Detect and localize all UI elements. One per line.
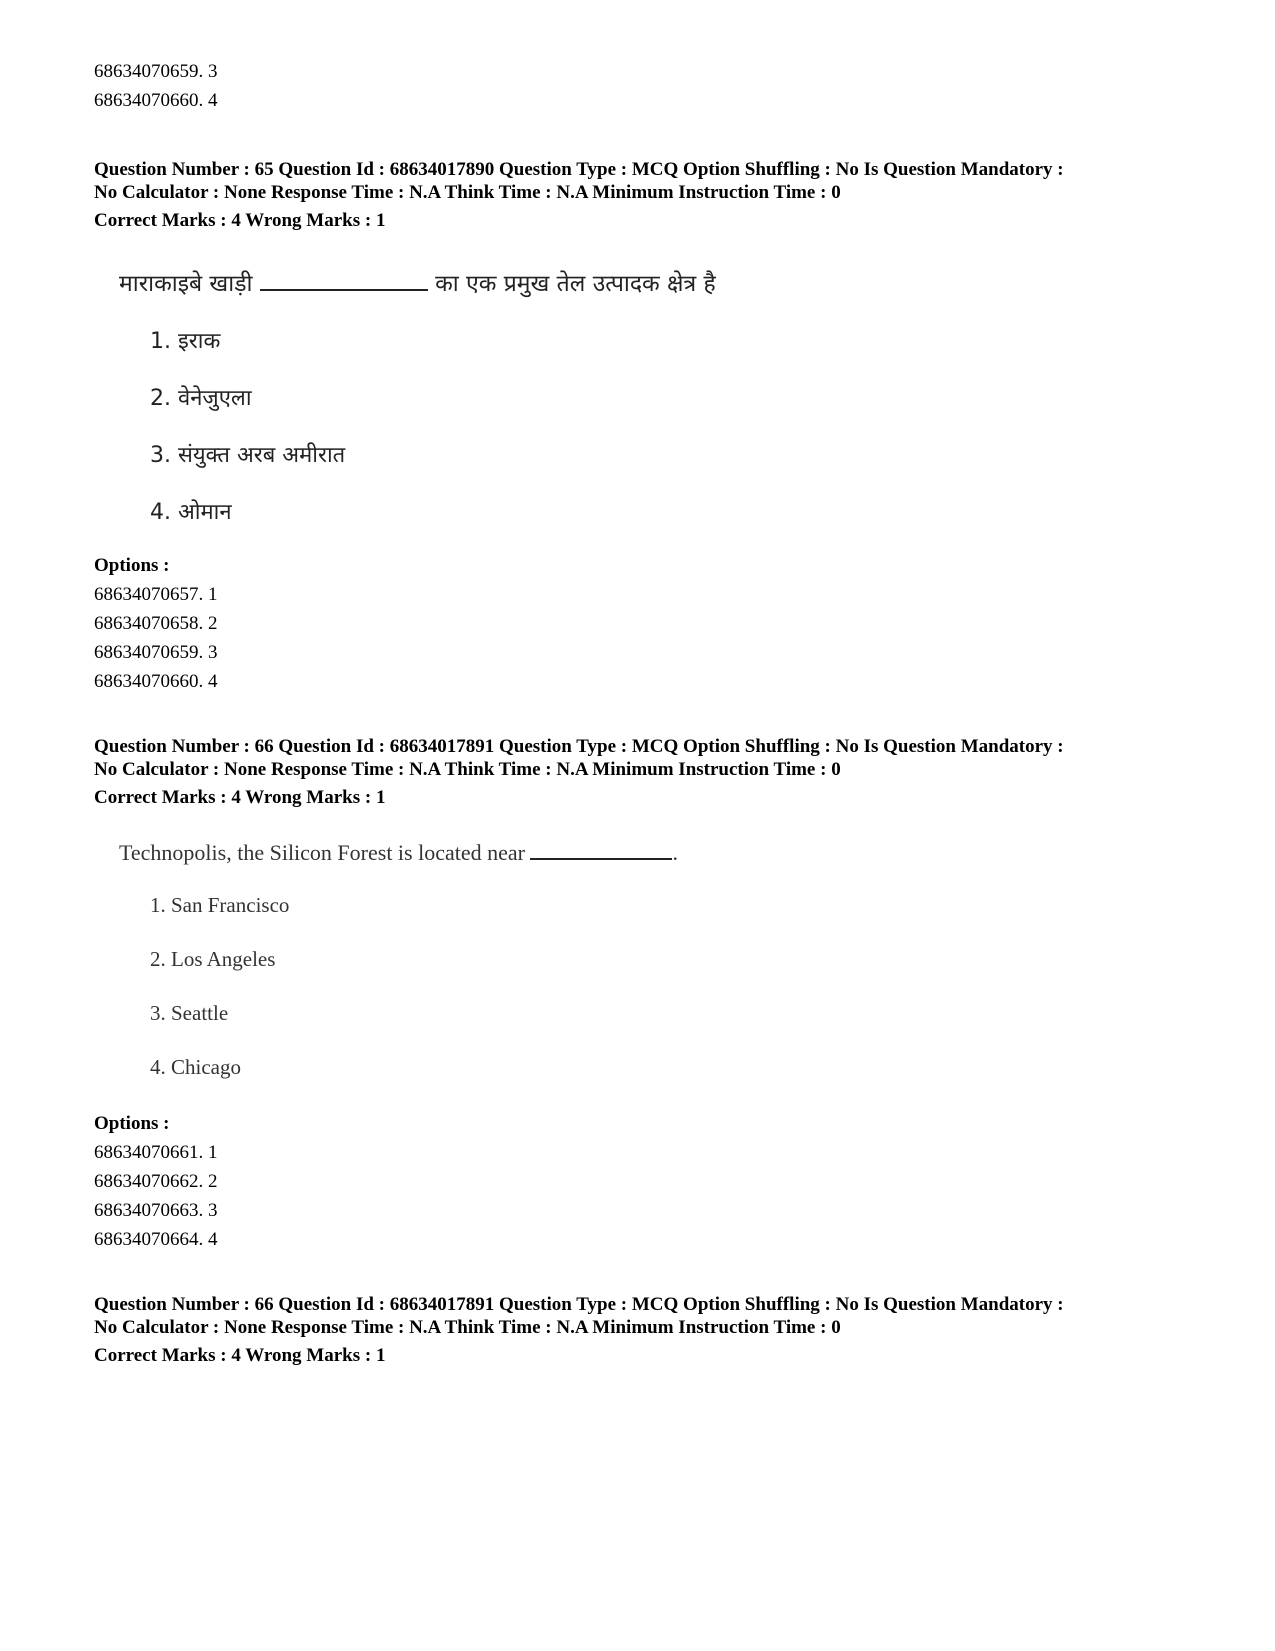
answer-choice: 1. San Francisco bbox=[150, 893, 290, 917]
answer-choice: 1. इराक bbox=[150, 329, 221, 354]
question-header: Question Number : 65 Question Id : 68634017890 Question Type : MCQ Option Shuffling : No Is Question Mandatory : bbox=[94, 159, 1064, 180]
answer-choice: 3. संयुक्त अरब अमीरात bbox=[150, 443, 346, 468]
question-header-meta: No Calculator : None Response Time : N.A Think Time : N.A Minimum Instruction Time : 0 bbox=[94, 182, 841, 203]
option-id-line: 68634070660. 4 bbox=[94, 90, 218, 111]
question-header: Question Number : 66 Question Id : 68634017891 Question Type : MCQ Option Shuffling : No Is Question Mandatory : bbox=[94, 1294, 1064, 1315]
question-marks: Correct Marks : 4 Wrong Marks : 1 bbox=[94, 1345, 386, 1366]
answer-choice: 4. Chicago bbox=[150, 1055, 241, 1079]
answer-blank bbox=[530, 858, 672, 860]
option-id-line: 68634070659. 3 bbox=[94, 61, 218, 82]
answer-choice: 2. Los Angeles bbox=[150, 947, 276, 971]
answer-choice: 2. वेनेजुएला bbox=[150, 386, 252, 411]
answer-choice: 3. Seattle bbox=[150, 1001, 229, 1025]
question-text-before: माराकाइबे खाड़ी bbox=[119, 271, 253, 297]
question-text-before: Technopolis, the Silicon Forest is located near bbox=[119, 840, 525, 865]
option-id-line: 68634070663. 3 bbox=[94, 1200, 218, 1221]
question-text bbox=[119, 266, 716, 298]
question-marks: Correct Marks : 4 Wrong Marks : 1 bbox=[94, 210, 386, 231]
question-text-after: . bbox=[672, 840, 678, 865]
answer-choice: 4. ओमान bbox=[150, 500, 232, 525]
option-id-line: 68634070657. 1 bbox=[94, 584, 218, 605]
option-id-line: 68634070660. 4 bbox=[94, 671, 218, 692]
question-text-after: का एक प्रमुख तेल उत्पादक क्षेत्र है bbox=[435, 271, 716, 297]
options-label: Options : bbox=[94, 1113, 170, 1134]
option-id-line: 68634070661. 1 bbox=[94, 1142, 218, 1163]
option-id-line: 68634070658. 2 bbox=[94, 613, 218, 634]
question-text bbox=[119, 840, 678, 866]
question-marks: Correct Marks : 4 Wrong Marks : 1 bbox=[94, 787, 386, 808]
options-label: Options : bbox=[94, 555, 170, 576]
option-id-line: 68634070664. 4 bbox=[94, 1229, 218, 1250]
question-header: Question Number : 66 Question Id : 68634017891 Question Type : MCQ Option Shuffling : No Is Question Mandatory : bbox=[94, 736, 1064, 757]
question-header-meta: No Calculator : None Response Time : N.A Think Time : N.A Minimum Instruction Time : 0 bbox=[94, 1317, 841, 1338]
question-header-meta: No Calculator : None Response Time : N.A Think Time : N.A Minimum Instruction Time : 0 bbox=[94, 759, 841, 780]
answer-blank bbox=[260, 289, 428, 291]
option-id-line: 68634070659. 3 bbox=[94, 642, 218, 663]
option-id-line: 68634070662. 2 bbox=[94, 1171, 218, 1192]
